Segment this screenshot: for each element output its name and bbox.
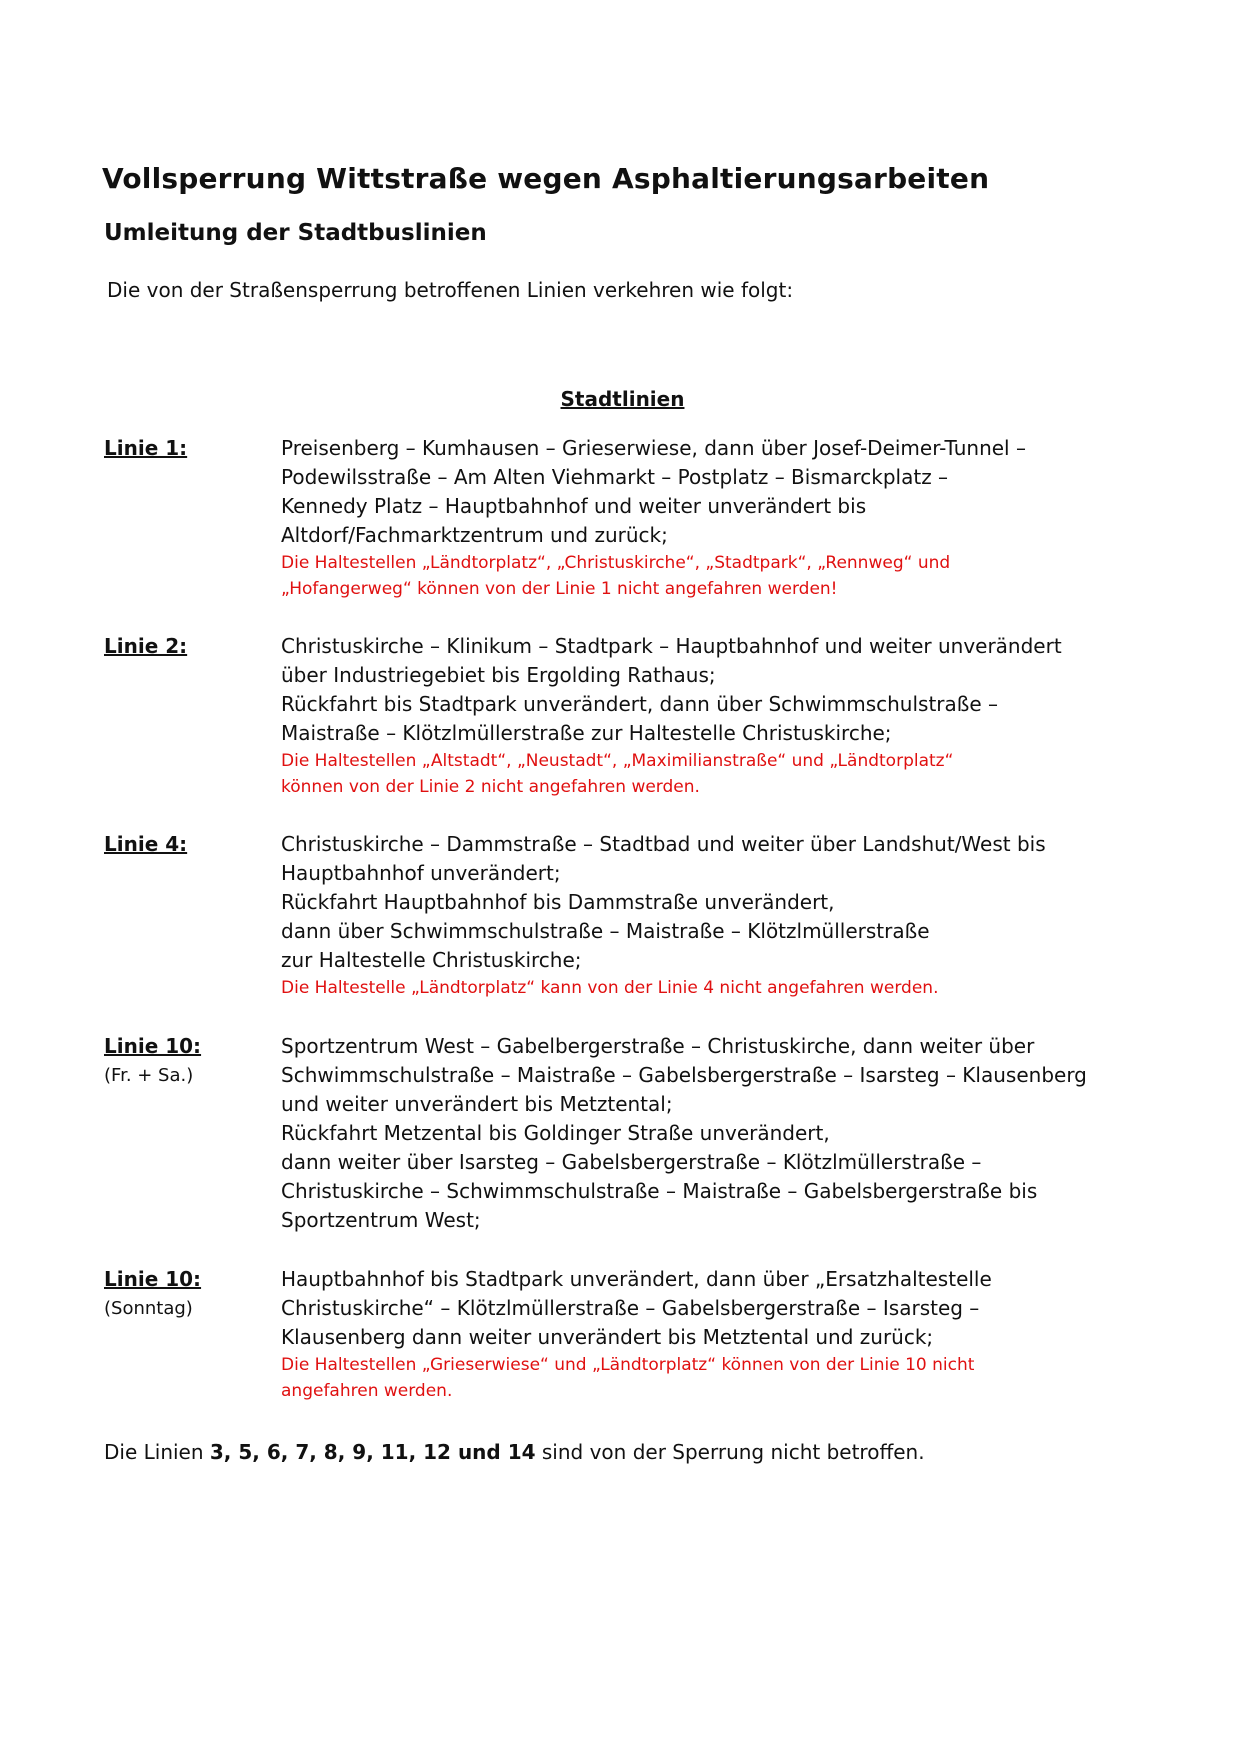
route-notice: „Hofangerweg“ können von der Linie 1 nicht angefahren werden!: [281, 579, 838, 599]
route-line: Schwimmschulstraße – Maistraße – Gabelsbergerstraße – Isarsteg – Klausenberg: [281, 1063, 1087, 1087]
route-label: [104, 1032, 274, 1090]
route-notice: Die Haltestellen „Grieserwiese“ und „Ländtorplatz“ können von der Linie 10 nicht: [281, 1355, 975, 1375]
route-label: [104, 434, 274, 463]
route-line: Maistraße – Klötzlmüllerstraße zur Haltestelle Christuskirche;: [281, 721, 892, 745]
route-name: Linie 10:: [104, 1267, 202, 1291]
route-line: Podewilsstraße – Am Alten Viehmarkt – Postplatz – Bismarckplatz –: [281, 465, 949, 489]
route-line: Rückfahrt Hauptbahnhof bis Dammstraße unverändert,: [281, 890, 835, 914]
route-line: über Industriegebiet bis Ergolding Rathaus;: [281, 663, 716, 687]
route-line: und weiter unverändert bis Metztental;: [281, 1092, 673, 1116]
route-description: [281, 1032, 1161, 1235]
route-line: Klausenberg dann weiter unverändert bis Metztental und zurück;: [281, 1325, 934, 1349]
route-days: (Fr. + Sa.): [104, 1065, 194, 1086]
route-line: Kennedy Platz – Hauptbahnhof und weiter unverändert bis: [281, 494, 867, 518]
route-line: dann über Schwimmschulstraße – Maistraße – Klötzlmüllerstraße: [281, 919, 930, 943]
section-heading-stadtlinien: [0, 387, 1240, 411]
route-notice: Die Haltestellen „Altstadt“, „Neustadt“, „Maximilianstraße“ und „Ländtorplatz“: [281, 751, 954, 771]
route-line: dann weiter über Isarsteg – Gabelsbergerstraße – Klötzlmüllerstraße –: [281, 1150, 982, 1174]
intro-text: Die von der Straßensperrung betroffenen Linien verkehren wie folgt:: [107, 278, 794, 302]
route-notice: können von der Linie 2 nicht angefahren werden.: [281, 777, 700, 797]
route-description: [281, 830, 1161, 1001]
route-label: [104, 1265, 274, 1323]
route-line: Rückfahrt bis Stadtpark unverändert, dann über Schwimmschulstraße –: [281, 692, 999, 716]
route-description: [281, 434, 1161, 602]
route-notice: Die Haltestelle „Ländtorplatz“ kann von der Linie 4 nicht angefahren werden.: [281, 978, 939, 998]
footer-prefix: Die Linien: [104, 1440, 210, 1464]
route-name: Linie 2:: [104, 634, 188, 658]
route-line: Christuskirche“ – Klötzlmüllerstraße – Gabelsbergerstraße – Isarsteg –: [281, 1296, 980, 1320]
route-label: [104, 632, 274, 661]
route-name: Linie 4:: [104, 832, 188, 856]
route-line: Christuskirche – Schwimmschulstraße – Maistraße – Gabelsbergerstraße bis: [281, 1179, 1038, 1203]
route-line: Sportzentrum West – Gabelbergerstraße – Christuskirche, dann weiter über: [281, 1034, 1035, 1058]
page-subtitle: Umleitung der Stadtbuslinien: [104, 220, 487, 246]
footer-text: [104, 1440, 925, 1464]
route-line: Hauptbahnhof unverändert;: [281, 861, 561, 885]
route-line: Sportzentrum West;: [281, 1208, 481, 1232]
route-description: [281, 1265, 1161, 1404]
route-notice: angefahren werden.: [281, 1381, 453, 1401]
route-line: Christuskirche – Dammstraße – Stadtbad und weiter über Landshut/West bis: [281, 832, 1046, 856]
route-name: Linie 1:: [104, 436, 188, 460]
route-description: [281, 632, 1161, 800]
footer-lines-list: 3, 5, 6, 7, 8, 9, 11, 12 und 14: [209, 1440, 536, 1464]
route-line: Christuskirche – Klinikum – Stadtpark – Hauptbahnhof und weiter unverändert: [281, 634, 1062, 658]
page-title: Vollsperrung Wittstraße wegen Asphaltierungsarbeiten: [102, 162, 990, 195]
footer-suffix: sind von der Sperrung nicht betroffen.: [535, 1440, 925, 1464]
route-line: Hauptbahnhof bis Stadtpark unverändert, dann über „Ersatzhaltestelle: [281, 1267, 992, 1291]
route-label: [104, 830, 274, 859]
route-line: Rückfahrt Metzental bis Goldinger Straße unverändert,: [281, 1121, 830, 1145]
route-line: Preisenberg – Kumhausen – Grieserwiese, dann über Josef-Deimer-Tunnel –: [281, 436, 1026, 460]
route-name: Linie 10:: [104, 1034, 202, 1058]
route-notice: Die Haltestellen „Ländtorplatz“, „Christuskirche“, „Stadtpark“, „Rennweg“ und: [281, 553, 951, 573]
section-heading-label: Stadtlinien: [560, 387, 685, 411]
route-line: Altdorf/Fachmarktzentrum und zurück;: [281, 523, 668, 547]
route-line: zur Haltestelle Christuskirche;: [281, 948, 582, 972]
route-days: (Sonntag): [104, 1298, 193, 1319]
